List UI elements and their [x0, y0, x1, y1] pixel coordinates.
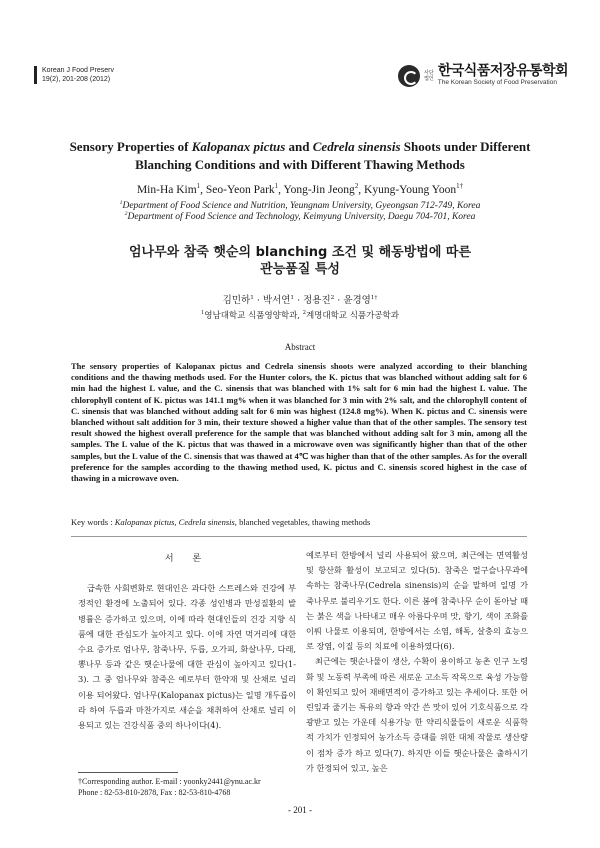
journal-name: Korean J Food Preserv	[42, 67, 114, 74]
society-name-ko: 한국식품저장유통학회	[437, 63, 568, 79]
author-name: Kyung-Young Yoon	[364, 184, 457, 196]
body-paragraph: 예로부터 한방에서 널리 사용되어 왔으며, 최근에는 면역활성 및 항산화 활성이 보고되고 있다(5). 참죽은 멀구슬나무과에 속하는 참죽나무(Cedrela sinensis)의 순을 말하며 일명 가죽나무로 불리우기도 한다. 이른 봄에 참죽나무 순이 돋아날 때는 붉은 색을 나타내고 매우 아름다우며 맛, 향기, 색이 조화를 이뤄 나물로 이용되며, 한방에서는 소염, 해독, 살충의 효능으로 장염, 이질 등의 치료에 이용하였다(6).	[306, 550, 528, 652]
society-emblem-icon	[398, 65, 420, 87]
affiliation-line: $^2$Department of Food Science and Technology, Keimyung University, Daegu 704-701, Korea	[124, 210, 476, 222]
footnote-divider	[78, 772, 178, 773]
abstract-body: The sensory properties of Kalopanax pictus and Cedrela sinensis shoots were analyzed according to their blanching conditions and the thawing methods used. For the Hunter colors, the K. pictus that was blanched without adding salt for 6 min had the highest L value, and the C. sinensis that was blanched with 1% salt for 6 min had the highest L value. The chlorophyll content of K. pictus was 141.1 mg% when it was blanched for 3 min with 2% salt, and the chlorophyll content of C. sinensis that was blanched without adding salt for 6 min was highest (124.8 mg%). When K. pictus and C. sinensis were blanched without salt addition for 3 min, their texture showed a higher value than that of the other samples. The sensory test result showed the highest overall preference for the sample that was blanched without adding salt for 3 min, among all the samples. The L value of the K. pictus that was thawed in a microwave oven was significantly higher than that of the other samples, but the L value of the C. sinensis that was thawed at 4℃ was higher than that of the other samples. As for the overall preference for the samples according to the thawing method used, K. pictus and C. sinensis scored highest in the case of thawing in a microwave oven.	[71, 361, 527, 484]
society-names	[438, 64, 568, 87]
footnote-phone: Phone : 82-53-810-2878, Fax : 82-53-810-4768	[78, 788, 231, 797]
keywords-rest: blanched vegetables, thawing methods	[236, 517, 371, 527]
author-name: Yong-Jin Jeong	[283, 184, 355, 196]
keywords-label: Key words	[71, 517, 109, 527]
section-heading-introduction: 서 론	[164, 554, 210, 564]
paper-title-en: Sensory Properties of Kalopanax pictus and Cedrela sinensis Shoots under Different Blanching Conditions and with Different Thawing Methods	[69, 139, 531, 172]
paper-title-ko: 엄나무와 참죽 햇순의 blanching 조건 및 해동방법에 따른 관능품질 특성	[128, 245, 472, 277]
author-name: Seo-Yeon Park	[205, 184, 275, 196]
page-number: - 201 -	[288, 805, 312, 815]
body-column-left	[78, 552, 296, 733]
society-logo	[398, 64, 568, 87]
society-prefix: 사단 법인	[424, 69, 434, 82]
body-paragraph: 급속한 사회변화로 현대인은 과다한 스트레스와 건강에 부정적인 환경에 노출되어 있다. 각종 성인병과 만성질환의 발병률은 증가하고 있으며, 이에 따라 현대인들의 건강 지향 식품에 대한 관심도가 높아지고 있다. 이에 자연 먹거리에 대한 수요 증가로 엄나무, 참죽나무, 두릅, 오가피, 화살나무, 다래, 뽕나무 등과 같은 햇순나물에 대한 관심이 높아지고 있다(1-3). 그 중 엄나무와 참죽은 예로부터 한약재 및 산채로 널리 이용 되어왔다. 엄나무(Kalopanax pictus)는 일명 개두릅이라 하여 두릅과 마찬가지로 새순을 채취하여 산채로 널리 이용되고 있는 건강식품 중의 하나이다(4).	[78, 583, 296, 731]
author-name: Min-Ha Kim	[136, 184, 197, 196]
body-paragraph: 최근에는 햇순나물이 생산, 수확이 용이하고 농촌 인구 노령화 및 노동력 부족에 따른 새로운 고소득 작목으로 육성 가능함이 확인되고 있어 재배면적이 증가하고 있는 추세이다. 또한 어린잎과 줄기는 특유의 향과 약간 쓴 맛이 있어 기호식품으로 각광받고 있는 가운데 식용가능 한 약리식물들이 새로운 식품학적 가치가 인정되어 농가소득 증대를 위한 대체 작물로 생산량이 점차 증가 하고 있다(7). 하지만 이들 햇순나물은 출하시기가 한정되어 있고, 높은	[306, 656, 528, 773]
author-list-ko: 김민하$^1$ · 박서연$^1$ · 정용진$^2$ · 윤경영$^{1\dagger}$	[222, 294, 378, 306]
abstract-heading: Abstract	[284, 342, 316, 352]
corresponding-author-footnote	[78, 776, 298, 798]
divider	[71, 536, 527, 537]
society-name-en: The Korean Society of Food Preservation	[437, 79, 557, 86]
journal-volume: 19(2), 201-208 (2012)	[42, 76, 111, 83]
journal-citation	[34, 66, 114, 84]
footnote-email: †Corresponding author. E-mail : yoonky2441@ynu.ac.kr	[78, 777, 261, 786]
body-column-right	[306, 548, 528, 776]
affiliations-en	[40, 201, 560, 223]
page-header	[34, 63, 568, 100]
keywords: Key words : Kalopanax pictus, Cedrela sinensis, blanched vegetables, thawing methods	[71, 517, 371, 527]
author-list-en: Min-Ha Kim$^1$, Seo-Yeon Park$^1$, Yong-Jin Jeong$^2$, Kyung-Young Yoon$^{1\dagger}$	[136, 183, 464, 196]
affiliation-line: $^1$Department of Food Science and Nutrition, Yeungnam University, Gyeongsan 712-749, Korea	[119, 199, 481, 211]
affiliations-ko: $^1$영남대학교 식품영양학과, $^2$계명대학교 식품가공학과	[201, 310, 399, 321]
keywords-italic: Kalopanax pictus, Cedrela sinensis,	[114, 517, 237, 527]
